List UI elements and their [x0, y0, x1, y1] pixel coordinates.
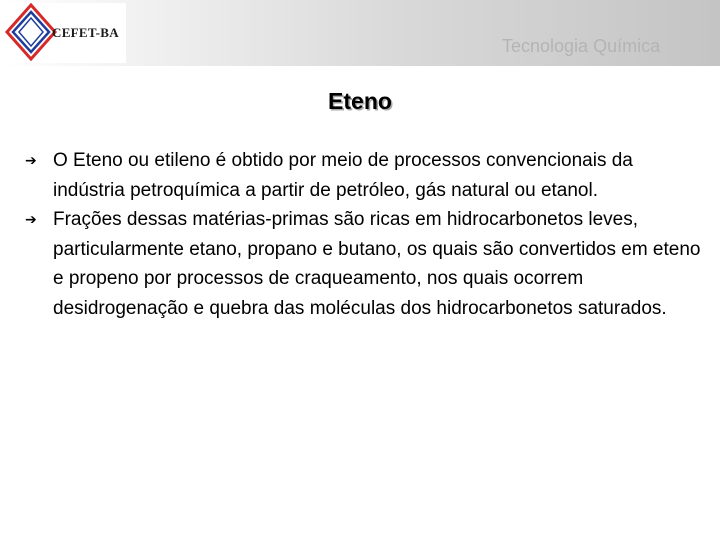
bullet-text: O Eteno ou etileno é obtido por meio de processos convencionais da indústria petroquímica a partir de petróleo, gás natural ou etanol.: [53, 150, 633, 201]
cefet-ba-logo: [4, 3, 126, 63]
bullet-list: [24, 146, 704, 324]
header-band: [0, 0, 720, 66]
bullet-text: Frações dessas matérias-primas são ricas em hidrocarbonetos leves, particularmente etano, propano e butano, os quais são convertidos em eteno e propeno por processos de craqueamento, nos quais ocorrem desidrogenação e quebra das moléculas dos hidrocarbonetos saturados.: [53, 209, 701, 319]
logo-text: CEFET-BA: [52, 25, 119, 40]
arrow-right-icon: ➔: [25, 153, 37, 169]
bullet-item: [24, 146, 704, 205]
slide-title: Eteno: [328, 88, 392, 114]
header-title: Tecnologia Química: [502, 36, 661, 56]
bullet-item: [24, 205, 704, 323]
arrow-right-icon: ➔: [25, 212, 37, 229]
